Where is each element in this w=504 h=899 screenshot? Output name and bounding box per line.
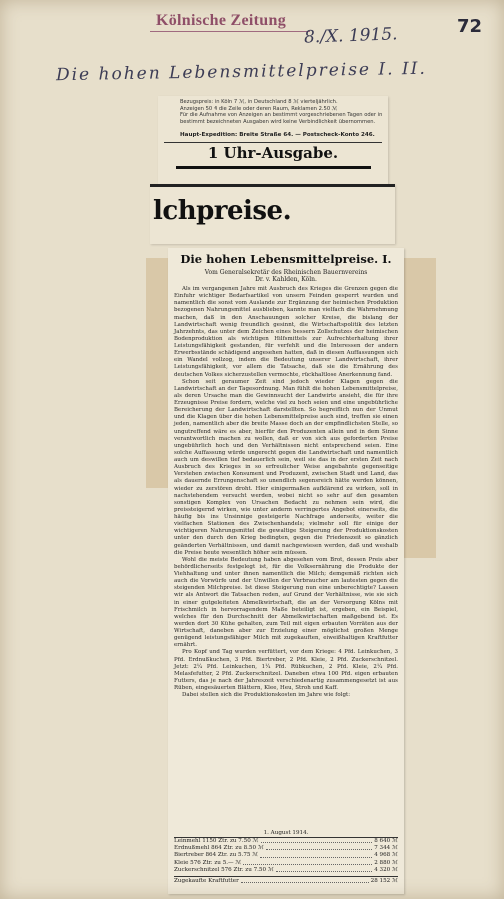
leader-dots (260, 852, 372, 857)
handwritten-date: 8./X. 1915. (303, 24, 398, 48)
table-row (174, 852, 398, 859)
article-title: Die hohen Lebensmittelpreise. I. (180, 252, 392, 266)
article-clipping (168, 248, 404, 894)
sum-value: 28 152 ℳ (370, 878, 398, 885)
article-byline (176, 269, 396, 283)
divider (164, 142, 382, 143)
article-paragraph: Wohl die meiste Bedeutung haben abgesehen vom Brot, dessen Preis aber behördlicherseits festgelegt ist, für die Volksernährung die Produkte der Viehhaltung und unter ihnen namentlich die Milch; demgemäß richten sich auch die Vorwürfe und der Unwillen der Verbraucher am lautesten gegen die steigenden Milchpreise. Ist diese Steigerung nun eine unberechtigte? Lassen wir als Antwort die Tatsachen reden, auf Grund der Verhältnisse, wie sie sich in einer gutgeleiteten Abmelkwirtschaft, die an der Versorgung Kölns mit Frischmilch in hervorragendem Maße beteiligt ist, ergeben, ein Beispiel, welches für den Durchschnitt der Abmelkwirtschaften maßgebend ist. Es werden dort 30 Kühe gehalten, zum Teil mit eigen erbauten Vorräten aus der Wirtschaft, daneben aber zur Erzielung einer möglichst großen Menge genügend leistungsfähiger Milch mit zugekauften, eiweißhaltigen Kraftfutter ernährt. (174, 556, 398, 649)
subscription-notice (180, 99, 385, 125)
cost-table (174, 830, 398, 885)
notice-line: Anzeigen 50 ₰ die Zeile oder deren Raum, Reklamen 2.50 ℳ (180, 105, 338, 112)
row-value: 8 640 ℳ (374, 838, 398, 844)
newspaper-stamp: Kölnische Zeitung (156, 12, 287, 29)
divider (150, 184, 395, 187)
row-value: 2 880 ℳ (374, 859, 398, 866)
row-value: 4 320 ℳ (374, 866, 398, 873)
table-row (174, 867, 398, 874)
article-paragraph: Als im vergangenen Jahre mit Ausbruch des Krieges die Grenzen gegen die Einfuhr wichtiger Bedarfsartikel von unsern Feinden gesperrt wurden und namentlich die sonst vom Auslande zur Ergänzung der heimischen Produktion bezogenen Nahrungsmittel ausblieben, kannte man vielfach die Wahrnehmung machen, daß in den Anschauungen solcher Kreise, die bislang der Landwirtschaft wenig freundlich gesinnt, die Wirtschaftspolitik des letzten Jahrzehnts, das unter dem Zeichen eines bessern Zollschutzes der heimischen Bodenproduktion als wichtigen Hilfsmittels zur Aufrechterhaltung ihrer Leistungsfähigkeit gestanden, für verfehlt und die Interessen der andern Erwerbsstände schädigend angesehen hatten, daß in diesen Auffassungen sich ein Wandel vollzog, indem die Bedeutung unserer Landwirtschaft, ihrer Leistungsfähigkeit, vor allem die Tatsache, daß sie die Ernährung des deutschen Volkes sicherzustellen vermochte, rückhaltlose Anerkennung fand. (174, 286, 398, 378)
sum-label: Zugekaufte Kraftfutter (174, 878, 239, 885)
notice-line: bestimmt bezeichneten Ausgaben wird keine Verbindlichkeit übernommen. (180, 118, 376, 125)
leader-dots (266, 845, 372, 850)
edition-title: 1 Uhr-Ausgabe. (207, 144, 339, 162)
headline-clipping (150, 184, 395, 244)
row-label: Kleie 576 Ztr. zu 5.— ℳ (174, 859, 242, 866)
row-value: 7 344 ℳ (374, 845, 398, 852)
notice-line: Für die Aufnahme von Anzeigen an bestimmt vorgeschriebenen Tagen oder in (180, 112, 383, 119)
leader-dots (241, 878, 369, 883)
table-heading: 1. August 1914. (174, 830, 398, 838)
leader-dots (243, 860, 372, 865)
row-label: Zuckerschnitzel 576 Ztr. zu 7.50 ℳ (174, 866, 274, 873)
divider (176, 166, 371, 169)
article-paragraph: Dabei stellen sich die Produktionskosten im Jahre wie folgt: (182, 692, 351, 699)
expedition-line: Haupt-Expedition: Breite Straße 64. — Postscheck-Konto 246. (180, 132, 375, 138)
table-sum-row (174, 876, 398, 885)
leader-dots (261, 838, 373, 843)
leader-dots (276, 867, 372, 872)
handwritten-title: Die hohen Lebensmittelpreise I. II. (55, 58, 427, 86)
article-body (174, 286, 398, 699)
byline-line: Vom Generalsekretär des Rheinischen Bauernvereins (204, 269, 368, 276)
notice-line: Bezugspreis: in Köln 7 ℳ, in Deutschland 8 ℳ vierteljährlich. (180, 99, 338, 105)
header-clipping (158, 96, 388, 188)
table-row (174, 860, 398, 867)
article-paragraph: Schon seit geraumer Zeit sind jedoch wieder Klagen gegen die Landwirtschaft an der Tagesordnung. Man fühlt die hohen Lebensmittelpreise, als deren Ursache man die Gewinnsucht der Landwirte ansieht, die für ihre Erzeugnisse Preise fordern, welche viel zu hoch seien und eine ungebührliche Bereicherung der Landwirtschaft darstellten. So begreiflich nun der Unmut und die Klagen über die hohen Lebensmittelpreise auch sind, treffen sie einen jeden, namentlich aber die breite Masse doch an der empfindlichsten Stelle, so ungutreffend wäre es aber, hierfür den Produzenten allein und in dem Sinne verantwortlich machen zu wollen, daß er von sich aus geforderten Preise ungebührlich hoch und den Verhältnissen nicht entsprechend seien. Eine solche Auffassung würde ungerecht gegen die Landwirtschaft und namentlich auch um deswillen tief bedauerlich sein, weil sie das in der ersten Zeit nach Ausbruch des Krieges in so erfreulicher Weise angebahnte gegenseitige Verstehen zwischen Konsument und Produzent, zwischen Stadt und Land, das als dauernde Errungenschaft so unendlich segensreich hätte werden können, wieder zu zerstören droht. Hier einigermaßen aufklärend zu wirken, soll in nachstehendem versucht werden, wobei nicht so sehr auf den gesamten sonstigen Komplex von Ursachen Bedacht zu nehmen sein wird, die preissteigernd wirken, wie unter anderm verringertes Angebot einerseits, die häufig bis ins Unsinnige gesteigerte Nachfrage anderseits, weiter die vielfachen Stationen des Zwischenhandels; vielmehr soll für einige der wichtigeren Nahrungsmittel die gewaltige Steigerung der Produktionskosten unter den durch den Krieg bedingten, gegen die Friedenszeit so gänzlich geänderten Verhältnissen, und damit nachgewiesen werden, daß und weshalb die Preise heute wesentlich höher sein müssen. (174, 378, 398, 556)
row-label: Erdnußmehl 864 Ztr. zu 8.50 ℳ (174, 845, 264, 852)
headline-fragment: lchpreise. (153, 196, 292, 226)
row-label: Biertreber 864 Ztr. zu 5.75 ℳ (174, 852, 259, 859)
byline-author: Dr. v. Kahlden, Köln. (255, 276, 317, 283)
article-paragraph: Pro Kopf und Tag wurden verfüttert, vor dem Kriege: 4 Pfd. Leinkuchen, 3 Pfd. Erdnußkuchen, 3 Pfd. Biertreber, 2 Pfd. Kleie, 2 Pfd. Zuckerschnitzel. Jetzt: 2¼ Pfd. Leinkuchen, 1¼ Pfd. Rübkuchen, 2 Pfd. Kleie, 2¼ Pfd. Melasfefutter, 2 Pfd. Zuckerschnitzel. Daneben etwa 100 Pfd. eigen erbauten Futters, das je nach der Jahreszeit verschiedenartig zusammengesetzt ist aus Rüben, eingesäuerten Blättern, Klee, Heu, Stroh und Kaff. (174, 649, 398, 691)
page-number: 72 (457, 16, 483, 37)
row-label: Leinmehl 1150 Ztr. zu 7.50 ℳ (174, 838, 259, 844)
row-value: 4 968 ℳ (374, 852, 398, 859)
stamp-underline (150, 31, 310, 32)
